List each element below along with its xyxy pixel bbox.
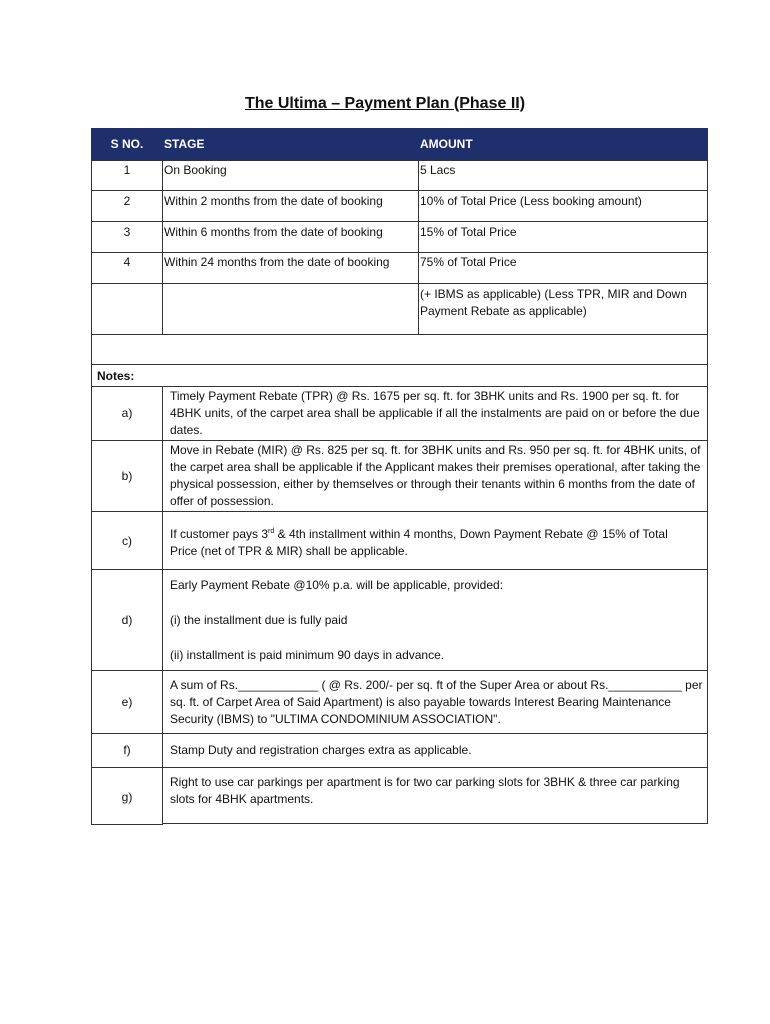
notes-column-divider xyxy=(162,386,163,824)
notes-bottom-border xyxy=(91,824,163,825)
row-3-sno: 3 xyxy=(123,225,131,239)
row-2-sno: 2 xyxy=(123,194,131,208)
note-divider xyxy=(91,569,708,570)
row-1-stage: On Booking xyxy=(164,163,227,177)
note-f-label: f) xyxy=(123,743,131,757)
header-stage: STAGE xyxy=(164,137,205,151)
page-title: The Ultima – Payment Plan (Phase II) xyxy=(244,95,526,112)
amount-note: (+ IBMS as applicable) (Less TPR, MIR and Down Payment Rebate as applicable) xyxy=(420,287,687,318)
notes-bottom-border xyxy=(163,823,708,824)
row-4-amount: 75% of Total Price xyxy=(420,255,517,269)
note-e-text: A sum of Rs.____________ ( @ Rs. 200/- per sq. ft of the Super Area or about Rs.___________ per sq. ft. of Carpet Area of Said Apartment) is also payable towards Interest Bearing Maintenance Security (IBMS) to "ULTIMA CONDOMINIUM ASSOCIATION". xyxy=(170,678,703,726)
note-divider xyxy=(91,440,708,441)
row-2-amount: 10% of Total Price (Less booking amount) xyxy=(420,194,642,208)
note-d-line-1: Early Payment Rebate @10% p.a. will be applicable, provided: xyxy=(170,578,504,592)
note-a-text: Timely Payment Rebate (TPR) @ Rs. 1675 per sq. ft. for 3BHK units and Rs. 1900 per sq. ft. for 4BHK units, of the carpet area shall be applicable if all the instalments are paid on or before the due dates. xyxy=(170,389,700,437)
note-d-label: d) xyxy=(121,613,133,627)
note-g-text: Right to use car parkings per apartment is for two car parking slots for 3BHK & three car parking slots for 4BHK apartments. xyxy=(170,775,680,806)
note-divider xyxy=(91,733,708,734)
note-b-text: Move in Rebate (MIR) @ Rs. 825 per sq. ft. for 3BHK units and Rs. 950 per sq. ft. for 4BHK units, of the carpet area shall be applicable if the Applicant makes their premises operational, after taking the physical possession, either by themselves or through their tenants within 6 months from the date of offer of possession. xyxy=(170,443,701,508)
note-a-label: a) xyxy=(121,406,133,420)
note-divider xyxy=(91,386,708,387)
row-1-sno: 1 xyxy=(123,163,131,177)
note-e-label: e) xyxy=(121,695,133,709)
header-sno: S NO. xyxy=(110,137,144,151)
note-b-label: b) xyxy=(121,469,133,483)
column-divider xyxy=(162,160,163,334)
note-divider xyxy=(91,670,708,671)
row-divider xyxy=(91,252,708,253)
row-3-stage: Within 6 months from the date of booking xyxy=(164,225,383,239)
note-d-line-3: (ii) installment is paid minimum 90 days in advance. xyxy=(170,648,445,662)
row-divider xyxy=(91,334,708,335)
row-3-amount: 15% of Total Price xyxy=(420,225,517,239)
note-c-label: c) xyxy=(122,534,132,548)
column-divider xyxy=(418,160,419,334)
row-1-amount: 5 Lacs xyxy=(420,163,456,177)
note-divider xyxy=(91,767,708,768)
row-divider xyxy=(91,283,708,284)
row-divider xyxy=(91,190,708,191)
row-divider xyxy=(91,221,708,222)
note-divider xyxy=(91,511,708,512)
row-2-stage: Within 2 months from the date of booking xyxy=(164,194,383,208)
table-header xyxy=(91,128,708,160)
notes-right-border xyxy=(707,365,708,824)
note-c-text: If customer pays 3rd & 4th installment within 4 months, Down Payment Rebate @ 15% of Total Price (net of TPR & MIR) shall be applicable. xyxy=(170,527,668,558)
note-d-line-2: (i) the installment due is fully paid xyxy=(170,613,348,627)
header-amount: AMOUNT xyxy=(420,137,473,151)
notes-heading: Notes: xyxy=(97,369,135,383)
row-4-stage: Within 24 months from the date of booking xyxy=(164,255,390,269)
note-f-text: Stamp Duty and registration charges extra as applicable. xyxy=(170,743,472,757)
note-g-label: g) xyxy=(121,790,133,804)
row-4-sno: 4 xyxy=(123,255,131,269)
